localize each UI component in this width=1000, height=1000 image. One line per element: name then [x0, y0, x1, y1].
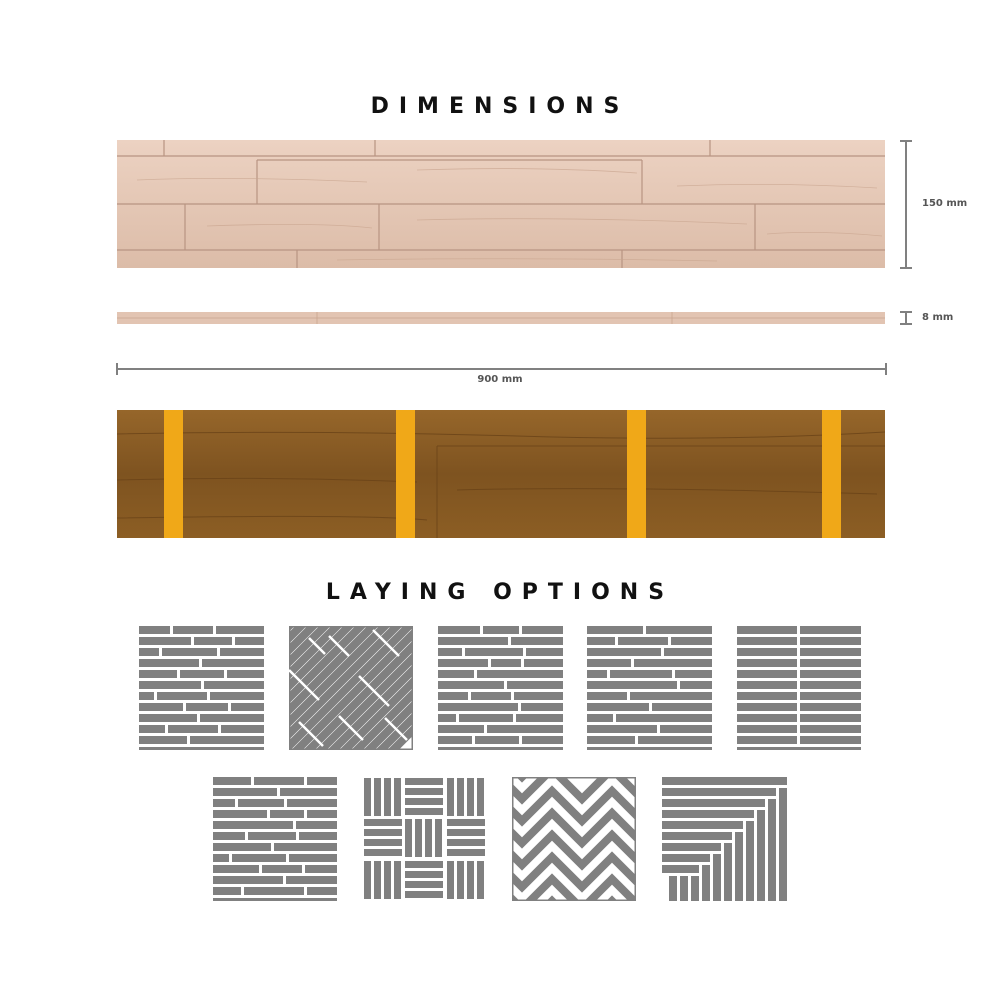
- pattern-herringbone-tile: [512, 777, 636, 901]
- pattern-basket-weave-tile: [363, 777, 487, 901]
- width-label: 900 mm: [477, 374, 523, 385]
- pattern-straight-stack-tile: [737, 626, 861, 750]
- pattern-running-bond-tile: [139, 626, 264, 750]
- dimensions-heading: DIMENSIONS: [370, 94, 630, 119]
- wall-panel-edge-view: [117, 312, 885, 324]
- pattern-staggered-tile: [438, 626, 563, 750]
- height-label: 150 mm: [922, 198, 968, 209]
- pattern-mixed-bond-tile: [213, 777, 337, 901]
- wall-panel-back-view: [117, 410, 885, 538]
- pattern-corner-frame-tile: [662, 777, 787, 901]
- thickness-dimension-line: [896, 310, 916, 326]
- thickness-label: 8 mm: [922, 312, 954, 323]
- height-dimension-line: [896, 140, 916, 269]
- pattern-diagonal-tile: [289, 626, 413, 750]
- pattern-random-bond-tile: [587, 626, 712, 750]
- wall-panel-front-view: [117, 140, 885, 268]
- laying-options-heading: LAYING OPTIONS: [325, 580, 675, 605]
